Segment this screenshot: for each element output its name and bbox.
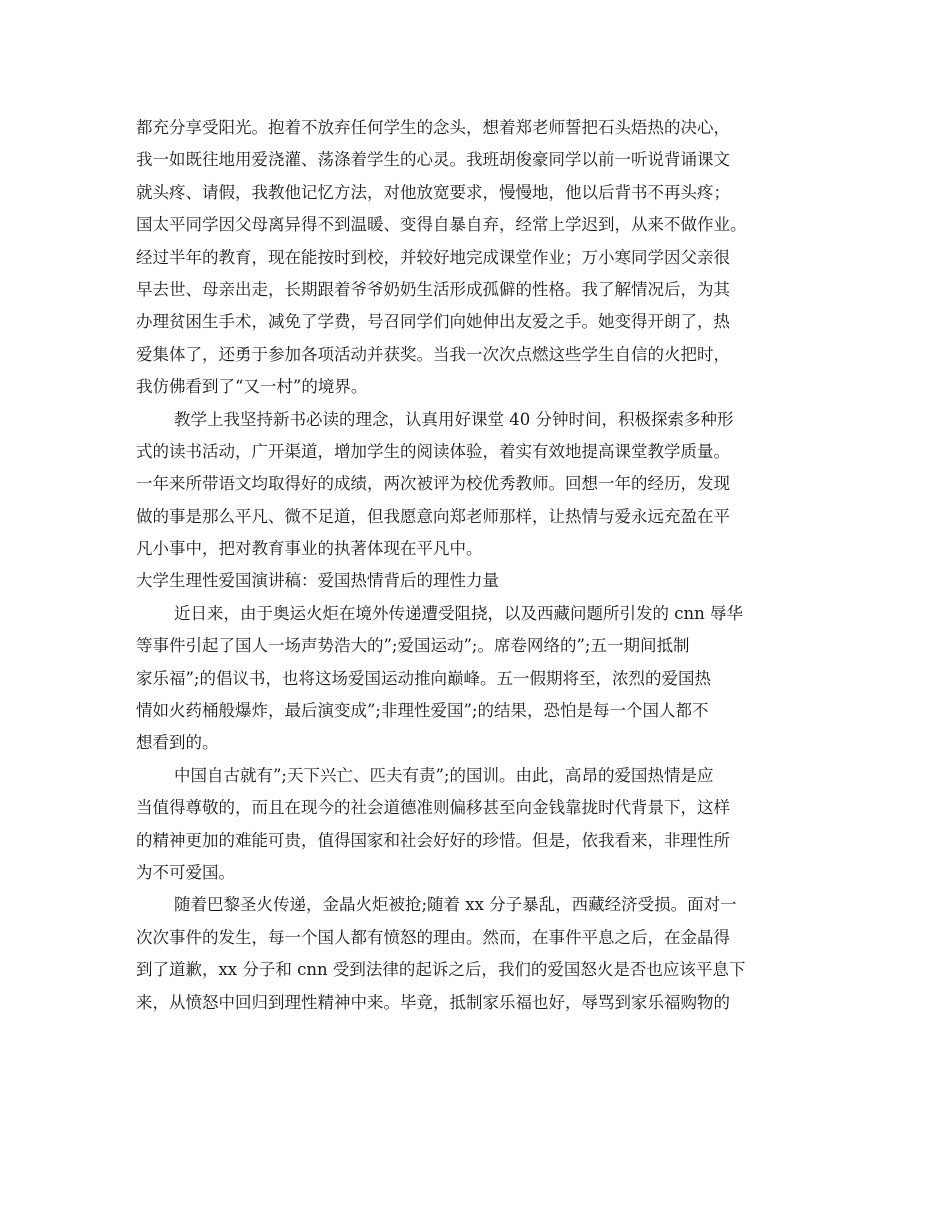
text-line: 都充分享受阳光。抱着不放弃任何学生的念头，想着郑老师誓把石头焐热的决心， (136, 118, 730, 137)
text-line: 做的事是那么平凡、微不足道，但我愿意向郑老师那样，让热情与爱永远充盈在平 (136, 506, 730, 526)
text-line: 为不可爱国。 (136, 862, 235, 882)
text-line: 凡小事中，把对教育事业的执著体现在平凡中。 (136, 539, 483, 559)
text-line: 式的读书活动，广开渠道，增加学生的阅读体验，着实有效地提高课堂教学质量。 (136, 441, 730, 461)
paragraph-start-line: 近日来，由于奥运火炬在境外传递遭受阻挠，以及西藏问题所引发的 cnn 辱华 (174, 603, 743, 623)
text-line: 国太平同学因父母离异得不到温暖、变得自暴自弃，经常上学迟到，从来不做作业。 (136, 215, 747, 235)
text-line: 办理贫困生手术，减免了学费，号召同学们向她伸出友爱之手。她变得开朗了，热 (136, 312, 730, 332)
text-line: 当值得尊敬的，而且在现今的社会道德准则偏移甚至向金钱靠拢时代背景下，这样 (136, 798, 730, 818)
text-line: 家乐福”;的倡议书，也将这场爱国运动推向巅峰。五一假期将至，浓烈的爱国热 (136, 668, 711, 688)
text-line: 我仿佛看到了“又一村”的境界。 (136, 377, 368, 397)
text-line: 到了道歉，xx 分子和 cnn 受到法律的起诉之后，我们的爱国怒火是否也应该平息下 (136, 960, 746, 980)
document-body (136, 112, 836, 1019)
paragraph-start-line: 随着巴黎圣火传递，金晶火炬被抢;随着 xx 分子暴乱，西藏经济受损。面对一 (174, 895, 737, 915)
section-title: 大学生理性爱国演讲稿：爱国热情背后的理性力量 (136, 571, 499, 591)
text-line: 想看到的。 (136, 733, 219, 753)
paragraph-start-line: 中国自古就有”;天下兴亡、匹夫有责”;的国训。由此，高昂的爱国热情是应 (174, 765, 714, 785)
paragraph-start-line: 教学上我坚持新书必读的理念，认真用好课堂 40 分钟时间，积极探索多种形 (174, 409, 734, 429)
text-line: 我一如既往地用爱浇灌、荡涤着学生的心灵。我班胡俊豪同学以前一听说背诵课文 (136, 150, 730, 170)
text-line: 就头疼、请假，我教他记忆方法，对他放宽要求，慢慢地，他以后背书不再头疼； (136, 182, 730, 202)
text-line: 的精神更加的难能可贵，值得国家和社会好好的珍惜。但是，依我看来，非理性所 (136, 830, 730, 850)
text-line: 来，从愤怒中回归到理性精神中来。毕竟，抵制家乐福也好，辱骂到家乐福购物的 (136, 992, 730, 1012)
text-line: 一年来所带语文均取得好的成绩，两次被评为校优秀教师。回想一年的经历，发现 (136, 474, 730, 494)
text-line: 情如火药桶般爆炸，最后演变成”;非理性爱国”;的结果，恐怕是每一个国人都不 (136, 701, 709, 721)
text-line: 经过半年的教育，现在能按时到校，并较好地完成课堂作业；万小寒同学因父亲很 (136, 247, 730, 267)
text-line: 次次事件的发生，每一个国人都有愤怒的理由。然而，在事件平息之后，在金晶得 (136, 927, 730, 947)
text-line: 等事件引起了国人一场声势浩大的”;爱国运动”;。席卷网络的”;五一期间抵制 (136, 636, 690, 656)
text-line: 爱集体了，还勇于参加各项活动并获奖。当我一次次点燃这些学生自信的火把时， (136, 344, 730, 364)
text-line: 早去世、母亲出走，长期跟着爷爷奶奶生活形成孤僻的性格。我了解情况后，为其 (136, 279, 730, 299)
